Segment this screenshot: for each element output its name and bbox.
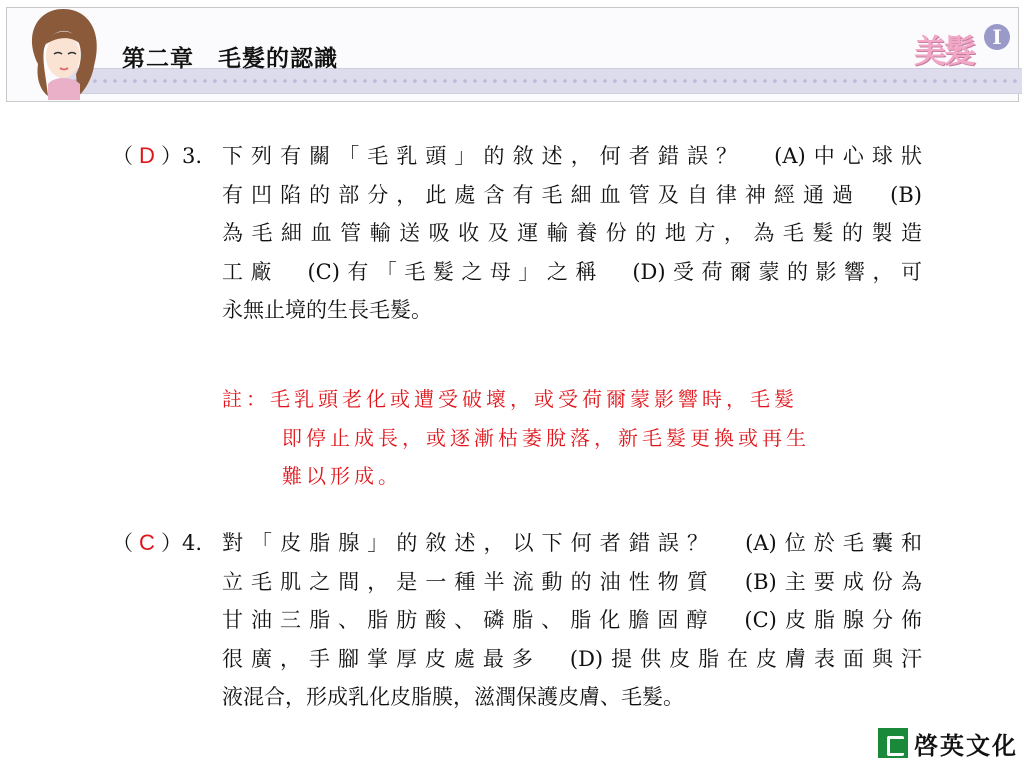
question-line: 為毛細血管輸送吸收及運輸養份的地方，為毛髮的製造 [222, 221, 922, 245]
question-line: 對「皮脂腺」的敘述，以下何者錯誤？ (A)位於毛囊和 [222, 531, 922, 555]
note-line: 註：毛乳頭老化或遭受破壞，或受荷爾蒙影響時，毛髮 [222, 387, 798, 411]
page-header [0, 0, 1024, 108]
publisher-mark-icon [878, 728, 908, 758]
question-number: 3. [182, 144, 203, 168]
question-number: 4. [182, 531, 203, 555]
logo-badge: I [984, 24, 1010, 50]
answer-note [222, 380, 810, 496]
chapter-title: 第二章 毛髮的認識 [122, 46, 338, 72]
answer-letter: C [139, 530, 155, 555]
question-line: 很廣，手腳掌厚皮處最多 (D)提供皮脂在皮膚表面與汗 [222, 646, 922, 671]
publisher-name: 啓英文化 [914, 731, 1018, 760]
answer-letter: D [139, 143, 155, 168]
question-line: 甘油三脂、脂肪酸、磷脂、脂化膽固醇 (C)皮脂腺分佈 [222, 608, 922, 632]
note-label: 註： [222, 387, 270, 411]
question-line: 有凹陷的部分，此處含有毛細血管及自律神經通過 (B) [222, 182, 922, 207]
question-prefix: （ C ）4. [112, 524, 202, 563]
question-text [222, 137, 922, 330]
question-text [222, 524, 922, 717]
question-line: 工廠 (C)有「毛髮之母」之稱 (D)受荷爾蒙的影響，可 [222, 259, 922, 284]
question-line: 永無止境的生長毛髮。 [222, 298, 432, 322]
note-line: 即停止成長，或逐漸枯萎脫落，新毛髮更換或再生 [282, 425, 810, 450]
logo-text: 美髮 [914, 32, 975, 70]
note-line: 難以形成。 [282, 464, 402, 488]
question-line: 液混合，形成乳化皮脂膜，滋潤保護皮膚、毛髮。 [222, 685, 684, 709]
publisher-logo [878, 726, 1018, 760]
question-line: 下列有關「毛乳頭」的敘述，何者錯誤？ (A)中心球狀 [222, 144, 922, 168]
question-prefix: （ D ）3. [112, 137, 202, 176]
series-logo [906, 20, 1016, 70]
question-line: 立毛肌之間，是一種半流動的油性物質 (B)主要成份為 [222, 569, 922, 594]
girl-illustration-icon [18, 4, 108, 100]
